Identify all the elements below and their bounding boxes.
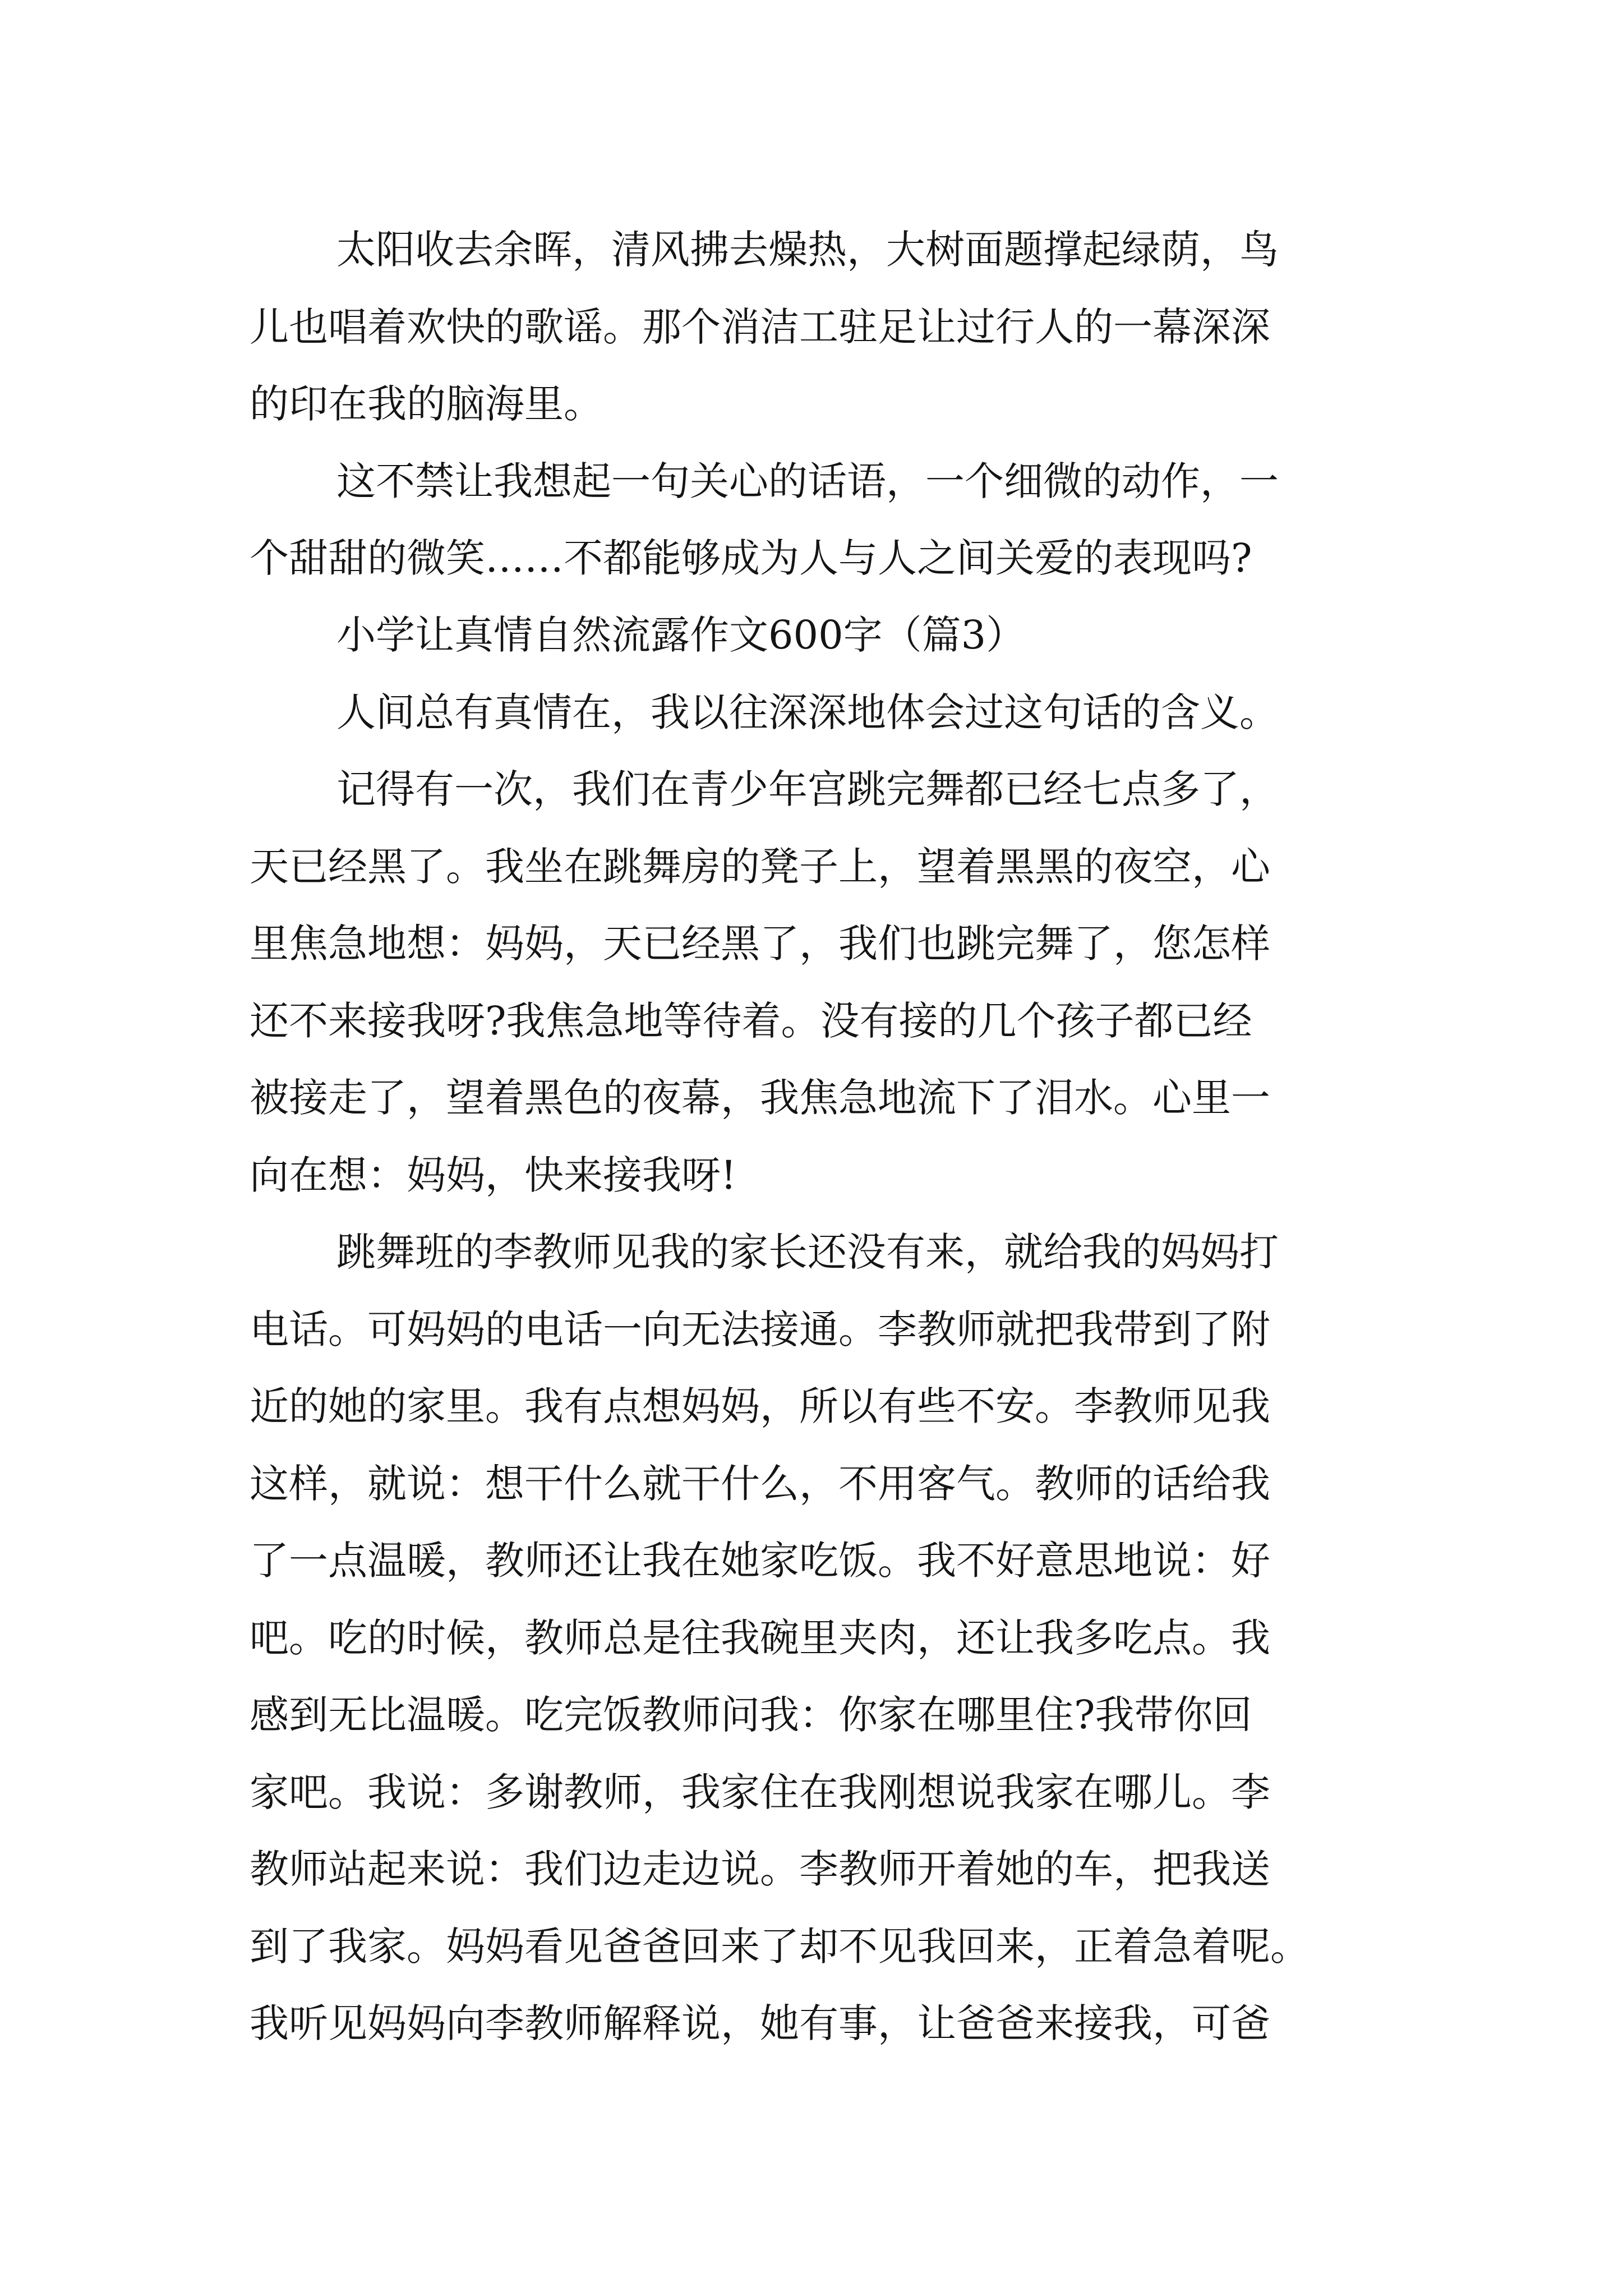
paragraph-line	[0, 1824, 1623, 1914]
paragraph-line	[0, 1593, 1623, 1683]
line-text: 到了我家。妈妈看见爸爸回来了却不见我回来，正着急着呢。	[250, 1924, 1310, 1970]
paragraph-line	[0, 436, 1623, 526]
line-text: 教师站起来说：我们边走边说。李教师开着她的车，把我送	[250, 1846, 1270, 1892]
line-text: 个甜甜的微笑……不都能够成为人与人之间关爱的表现吗?	[250, 535, 1252, 581]
paragraph-line	[0, 1902, 1623, 1991]
paragraph-line	[0, 1439, 1623, 1529]
paragraph-line	[0, 1747, 1623, 1837]
paragraph-line	[0, 1285, 1623, 1374]
heading-text: 小学让真情自然流露作文600字（篇3）	[336, 612, 1026, 658]
line-text: 吧。吃的时候，教师总是往我碗里夹肉，还让我多吃点。我	[250, 1615, 1270, 1661]
line-text: 天已经黑了。我坐在跳舞房的凳子上，望着黑黑的夜空，心	[250, 844, 1270, 890]
line-text: 里焦急地想：妈妈，天已经黑了，我们也跳完舞了，您怎样	[250, 921, 1270, 967]
line-text: 被接走了，望着黑色的夜幕，我焦急地流下了泪水。心里一	[250, 1075, 1270, 1121]
line-text: 家吧。我说：多谢教师，我家住在我刚想说我家在哪儿。李	[250, 1769, 1270, 1815]
line-text: 这不禁让我想起一句关心的话语，一个细微的动作，一	[336, 458, 1279, 504]
line-text: 我听见妈妈向李教师解释说，她有事，让爸爸来接我，可爸	[250, 2000, 1270, 2046]
paragraph-line	[0, 1516, 1623, 1605]
paragraph-line	[0, 976, 1623, 1066]
line-text: 了一点温暖，教师还让我在她家吃饭。我不好意思地说：好	[250, 1538, 1270, 1584]
line-text: 这样，就说：想干什么就干什么，不用客气。教师的话给我	[250, 1461, 1270, 1507]
paragraph-line	[0, 1978, 1623, 2068]
paragraph-line	[0, 899, 1623, 988]
line-text: 感到无比温暖。吃完饭教师问我：你家在哪里住?我带你回	[250, 1692, 1252, 1738]
paragraph-line	[0, 513, 1623, 603]
paragraph-line	[0, 1207, 1623, 1297]
line-text: 还不来接我呀?我焦急地等待着。没有接的几个孩子都已经	[250, 998, 1252, 1044]
section-heading	[0, 590, 1623, 680]
line-text: 向在想：妈妈，快来接我呀!	[250, 1152, 737, 1198]
line-text: 太阳收去余晖，清风拂去燥热，大树面题撑起绿荫，鸟	[336, 227, 1279, 273]
paragraph-line	[0, 205, 1623, 295]
paragraph-line	[0, 282, 1623, 372]
line-text: 跳舞班的李教师见我的家长还没有来，就给我的妈妈打	[336, 1229, 1279, 1275]
paragraph-line	[0, 359, 1623, 449]
paragraph-line	[0, 1361, 1623, 1451]
line-text: 人间总有真情在，我以往深深地体会过这句话的含义。	[336, 689, 1279, 735]
line-text: 近的她的家里。我有点想妈妈，所以有些不安。李教师见我	[250, 1383, 1270, 1429]
line-text: 记得有一次，我们在青少年宫跳完舞都已经七点多了，	[336, 766, 1279, 812]
paragraph-line	[0, 744, 1623, 834]
line-text: 的印在我的脑海里。	[250, 381, 603, 427]
paragraph-line	[0, 668, 1623, 757]
paragraph-line	[0, 822, 1623, 912]
line-text: 电话。可妈妈的电话一向无法接通。李教师就把我带到了附	[250, 1306, 1270, 1352]
line-text: 儿也唱着欢快的歌谣。那个消洁工驻足让过行人的一幕深深	[250, 304, 1270, 350]
paragraph-line	[0, 1130, 1623, 1220]
paragraph-line	[0, 1670, 1623, 1760]
paragraph-line	[0, 1053, 1623, 1143]
